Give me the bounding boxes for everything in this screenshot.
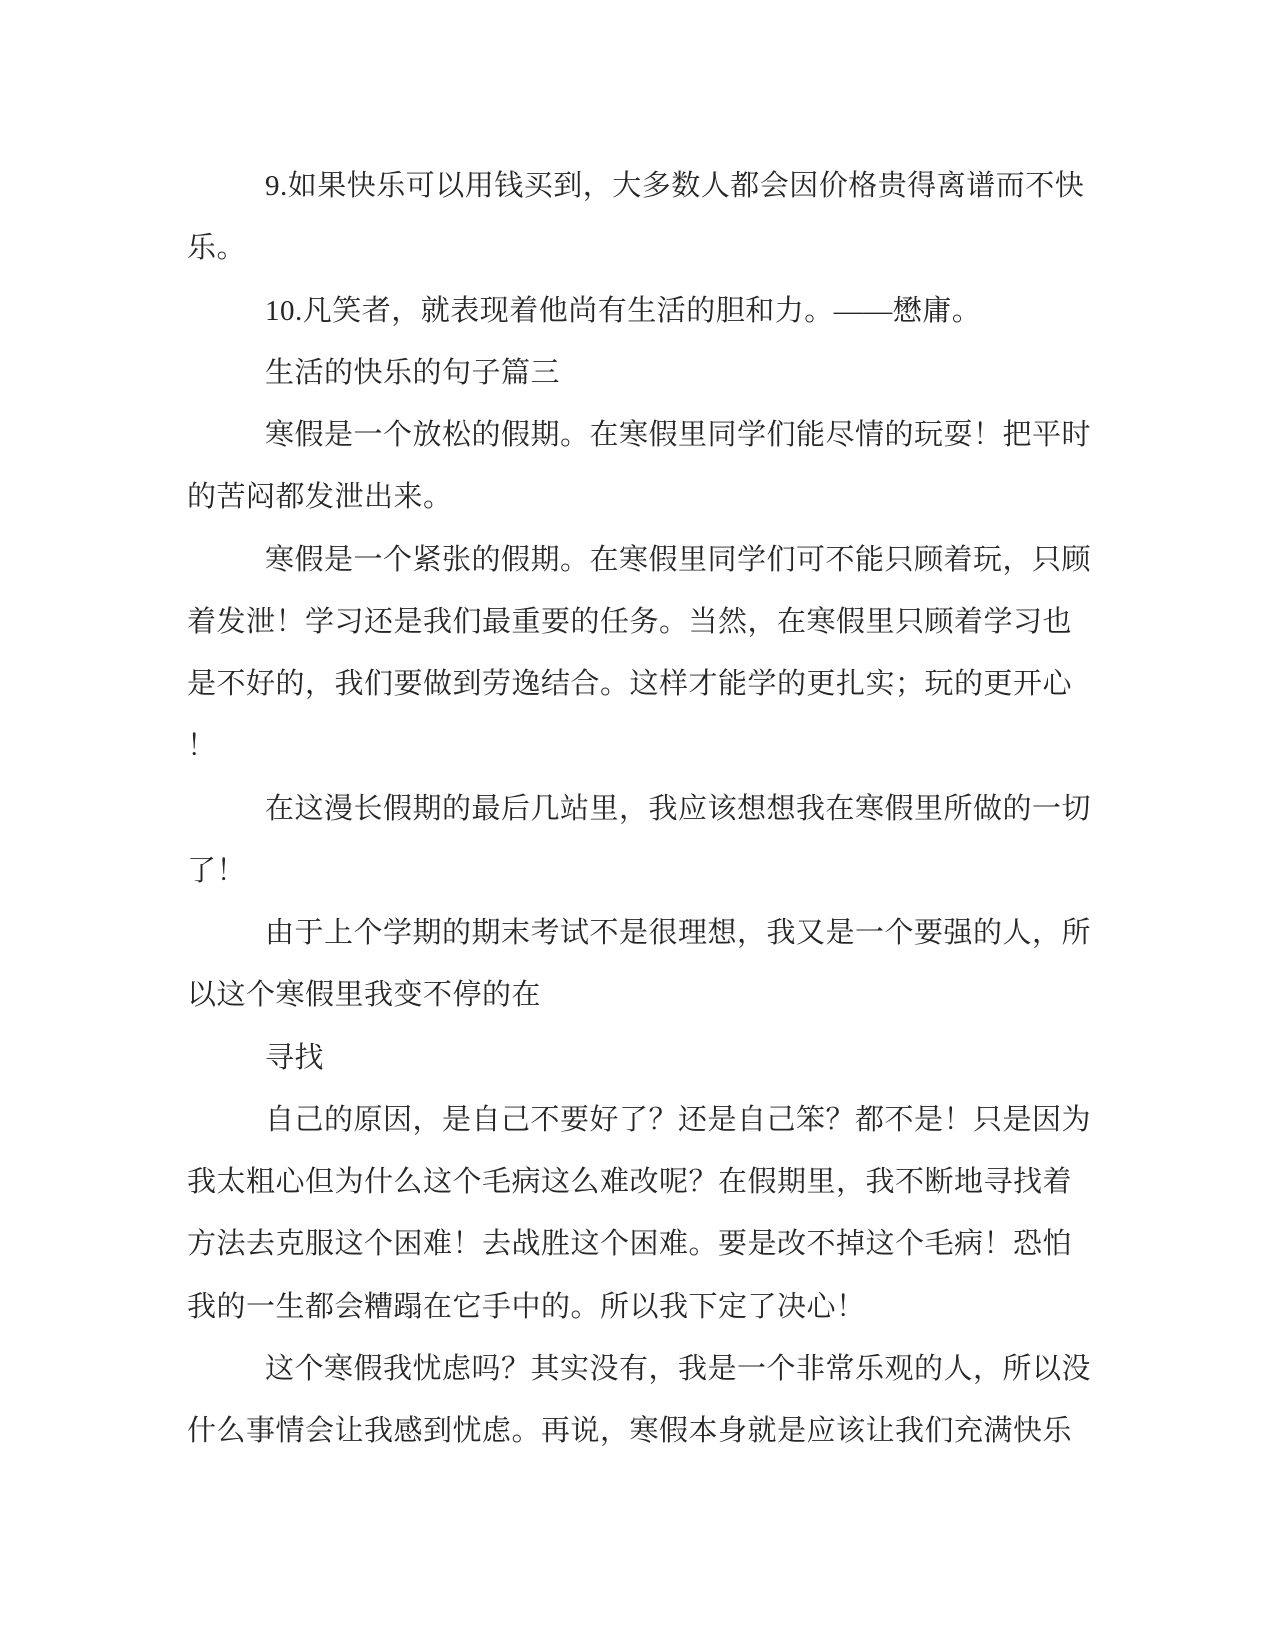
text-line: 寒假是一个紧张的假期。在寒假里同学们可不能只顾着玩，只顾 [265,543,1092,576]
text-line: 了！ [187,854,247,887]
text-line: 着发泄！学习还是我们最重要的任务。当然，在寒假里只顾着学习也 [187,605,1073,638]
text-line: 方法去克服这个困难！去战胜这个困难。要是改不掉这个毛病！恐怕 [187,1228,1073,1261]
text-line: 9.如果快乐可以用钱买到，大多数人都会因价格贵得离谱而不快 [265,170,1085,202]
text-line: 生活的快乐的句子篇三 [265,356,561,389]
text-line: 的苦闷都发泄出来。 [187,481,453,514]
text-line: 是不好的，我们要做到劳逸结合。这样才能学的更扎实；玩的更开心 [187,668,1073,700]
text-line: 寒假是一个放松的假期。在寒假里同学们能尽情的玩耍！把平时 [265,419,1092,451]
text-line: 这个寒假我忧虑吗？其实没有，我是一个非常乐观的人，所以没 [265,1352,1092,1385]
text-line: 我的一生都会糟蹋在它手中的。所以我下定了决心！ [187,1290,866,1323]
text-line: 什么事情会让我感到忧虑。再说，寒假本身就是应该让我们充满快乐 [187,1415,1073,1447]
text-line: 寻找 [265,1041,325,1074]
text-line: 我太粗心但为什么这个毛病这么难改呢？在假期里，我不断地寻找着 [187,1166,1073,1198]
text-line: 以这个寒假里我变不停的在 [187,979,542,1012]
text-line: 乐。 [187,232,247,265]
text-line: 由于上个学期的期末考试不是很理想，我又是一个要强的人，所 [265,917,1092,949]
document-text [187,155,1092,1462]
text-line: ！ [187,730,217,763]
text-line: 在这漫长假期的最后几站里，我应该想想我在寒假里所做的一切 [265,792,1092,825]
text-line: 10.凡笑者，就表现着他尚有生活的胆和力。——懋庸。 [265,294,982,327]
text-line: 自己的原因，是自己不要好了？还是自己笨？都不是！只是因为 [265,1103,1092,1136]
